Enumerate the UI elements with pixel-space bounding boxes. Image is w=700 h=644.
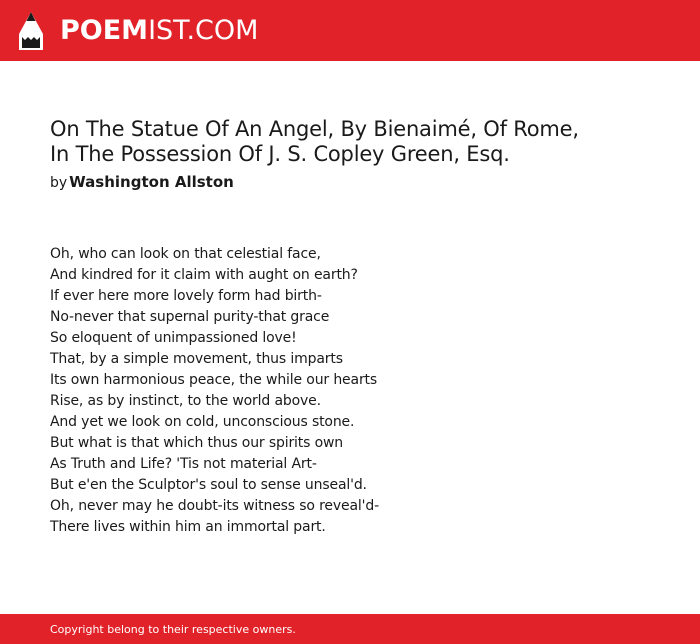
poem-line: And yet we look on cold, unconscious stone.	[50, 414, 355, 430]
site-logo-text	[60, 17, 258, 44]
poem-title-line-2: In The Possession Of J. S. Copley Green, Esq.	[50, 142, 510, 166]
site-logo-link[interactable]	[18, 11, 258, 51]
poem-line: That, by a simple movement, thus imparts	[50, 351, 343, 367]
poem-line: Oh, never may he doubt-its witness so reveal'd-	[50, 498, 379, 514]
site-header	[0, 0, 700, 61]
poem-line: No-never that supernal purity-that grace	[50, 309, 330, 325]
poem-line: So eloquent of unimpassioned love!	[50, 330, 297, 346]
author-link[interactable]: Washington Allston	[69, 173, 234, 191]
pencil-tip-icon	[18, 11, 44, 51]
poem-line: If ever here more lovely form had birth-	[50, 288, 322, 304]
by-label: by	[50, 175, 68, 191]
poem-line: But e'en the Sculptor's soul to sense unseal'd.	[50, 477, 367, 493]
poem-content	[50, 117, 670, 538]
byline	[50, 172, 670, 193]
poem-title	[50, 117, 670, 167]
poem-line: Its own harmonious peace, the while our hearts	[50, 372, 378, 388]
poem-title-line-1: On The Statue Of An Angel, By Bienaimé, Of Rome,	[50, 117, 579, 141]
poem-line: Rise, as by instinct, to the world above.	[50, 393, 321, 409]
poem-line: There lives within him an immortal part.	[50, 519, 326, 535]
footer-copyright: Copyright belong to their respective owners.	[50, 622, 296, 636]
poem-body	[50, 244, 670, 538]
poem-line: As Truth and Life? 'Tis not material Art-	[50, 456, 317, 472]
poem-line: Oh, who can look on that celestial face,	[50, 246, 321, 262]
site-footer	[0, 614, 700, 644]
poem-line: And kindred for it claim with aught on earth?	[50, 267, 358, 283]
poem-line: But what is that which thus our spirits own	[50, 435, 344, 451]
logo-light-text: IST.COM	[148, 15, 259, 46]
logo-bold-text: POEM	[60, 15, 149, 46]
